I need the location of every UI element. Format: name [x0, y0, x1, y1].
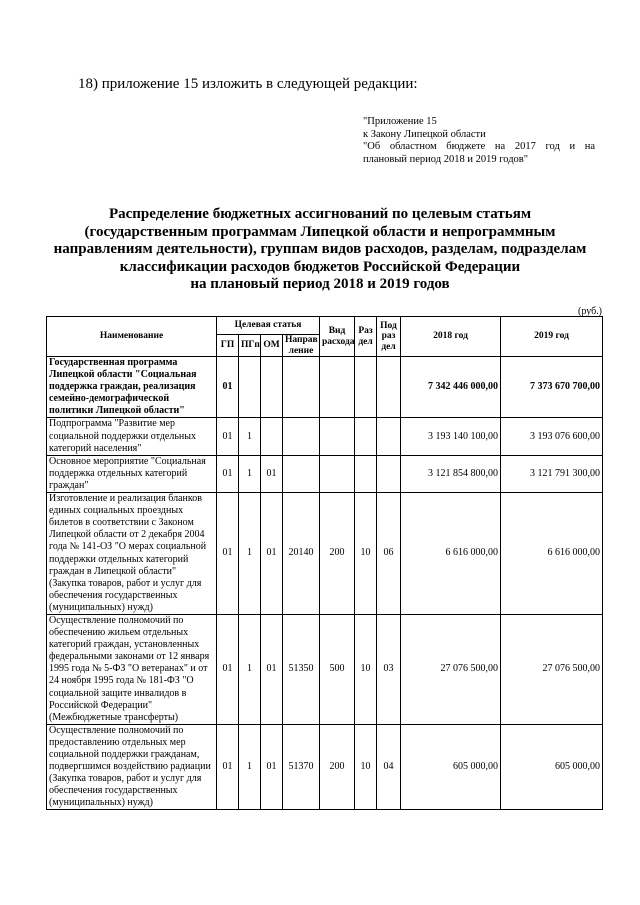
row-subsection: 06: [377, 493, 401, 615]
table-row: [47, 493, 603, 615]
header-om: ОМ: [261, 335, 283, 357]
table-row: [47, 614, 603, 724]
row-amount-2019: 7 373 670 700,00: [501, 357, 603, 418]
appendix-line-4: плановый период 2018 и 2019 годов": [363, 153, 529, 165]
document-title: [40, 206, 600, 294]
row-gp: 01: [217, 455, 239, 492]
row-om: 01: [261, 455, 283, 492]
appendix-reference: [363, 116, 595, 166]
row-expense-type: 200: [320, 724, 355, 810]
row-gp: 01: [217, 724, 239, 810]
header-year-2019: 2019 год: [501, 317, 603, 357]
table-row: [47, 455, 603, 492]
row-pgp: 1: [239, 418, 261, 455]
row-direction: [283, 357, 320, 418]
row-amount-2018: 27 076 500,00: [401, 614, 501, 724]
header-expense-type: Вид расхода: [320, 317, 355, 357]
row-name: Осуществление полномочий по обеспечению жильем отдельных категорий граждан, установленных федеральными законами от 12 января 1995 года № 5-ФЗ "О ветеранах" и от 24 ноября 1995 года № 181-ФЗ "О социальной защите инвалидов в Российской Федерации" (Межбюджетные трансферты): [47, 614, 217, 724]
row-pgp: 1: [239, 455, 261, 492]
row-expense-type: 200: [320, 493, 355, 615]
title-line-3: направлениям деятельности), группам видов расходов, разделам, подразделам: [53, 241, 587, 257]
header-gp: ГП: [217, 335, 239, 357]
row-amount-2018: 7 342 446 000,00: [401, 357, 501, 418]
budget-table: [46, 316, 603, 810]
row-direction: [283, 418, 320, 455]
row-gp: 01: [217, 418, 239, 455]
header-target-article: Целевая статья: [217, 317, 320, 335]
appendix-line-3: "Об областном бюджете на 2017 год и на: [363, 141, 595, 153]
row-section: [355, 455, 377, 492]
row-name: Изготовление и реализация бланков единых социальных проездных билетов в соответствии с Законом Липецкой области от 2 декабря 2004 года № 141-ОЗ "О мерах социальной поддержки отдельных категорий граждан в Липецкой области" (Закупка товаров, работ и услуг для обеспечения государственных (муниципальных) нужд): [47, 493, 217, 615]
row-gp: 01: [217, 357, 239, 418]
row-pgp: 1: [239, 493, 261, 615]
row-amount-2019: 3 193 076 600,00: [501, 418, 603, 455]
header-section: Раз дел: [355, 317, 377, 357]
header-year-2018: 2018 год: [401, 317, 501, 357]
row-om: 01: [261, 724, 283, 810]
row-section: 10: [355, 493, 377, 615]
row-name: Государственная программа Липецкой области "Социальная поддержка граждан, реализация семейно-демографической политики Липецкой области": [47, 357, 217, 418]
row-amount-2019: 6 616 000,00: [501, 493, 603, 615]
row-pgp: [239, 357, 261, 418]
row-subsection: [377, 455, 401, 492]
row-direction: 20140: [283, 493, 320, 615]
row-pgp: 1: [239, 724, 261, 810]
currency-unit: (руб.): [578, 306, 602, 317]
row-direction: 51350: [283, 614, 320, 724]
title-line-5: на плановый период 2018 и 2019 годов: [190, 276, 450, 292]
title-line-4: классификации расходов бюджетов Российской Федерации: [119, 258, 521, 275]
header-subsection: Под раз дел: [377, 317, 401, 357]
row-expense-type: [320, 418, 355, 455]
title-line-1: Распределение бюджетных ассигнований по целевым статьям: [108, 206, 532, 222]
appendix-line-1: "Приложение 15: [363, 116, 437, 127]
header-direction: Направ ление: [283, 335, 320, 357]
row-section: [355, 357, 377, 418]
row-om: 01: [261, 493, 283, 615]
row-section: 10: [355, 614, 377, 724]
table-row: [47, 418, 603, 455]
row-subsection: 04: [377, 724, 401, 810]
header-pgp: ПГп: [239, 335, 261, 357]
row-gp: 01: [217, 493, 239, 615]
row-amount-2019: 27 076 500,00: [501, 614, 603, 724]
row-amount-2018: 6 616 000,00: [401, 493, 501, 615]
row-amount-2019: 3 121 791 300,00: [501, 455, 603, 492]
row-amount-2018: 3 121 854 800,00: [401, 455, 501, 492]
table-row: [47, 724, 603, 810]
row-om: [261, 418, 283, 455]
header-name: Наименование: [47, 317, 217, 357]
row-section: [355, 418, 377, 455]
row-name: Осуществление полномочий по предоставлению отдельных мер социальной поддержки гражданам, подвергшимся воздействию радиации (Закупка товаров, работ и услуг для обеспечения государственных (муниципальных) нужд): [47, 724, 217, 810]
row-name: Подпрограмма "Развитие мер социальной поддержки отдельных категорий населения": [47, 418, 217, 455]
row-gp: 01: [217, 614, 239, 724]
row-expense-type: [320, 455, 355, 492]
row-name: Основное мероприятие "Социальная поддержка отдельных категорий граждан": [47, 455, 217, 492]
row-om: 01: [261, 614, 283, 724]
row-pgp: 1: [239, 614, 261, 724]
row-direction: [283, 455, 320, 492]
row-amount-2018: 3 193 140 100,00: [401, 418, 501, 455]
row-subsection: [377, 418, 401, 455]
amendment-intro: 18) приложение 15 изложить в следующей редакции:: [78, 76, 418, 92]
title-line-2: (государственным программам Липецкой области и непрограммным: [84, 223, 556, 240]
row-subsection: [377, 357, 401, 418]
row-subsection: 03: [377, 614, 401, 724]
row-section: 10: [355, 724, 377, 810]
table-row: [47, 357, 603, 418]
appendix-line-2: к Закону Липецкой области: [363, 128, 486, 140]
row-amount-2018: 605 000,00: [401, 724, 501, 810]
row-direction: 51370: [283, 724, 320, 810]
row-om: [261, 357, 283, 418]
row-expense-type: 500: [320, 614, 355, 724]
row-expense-type: [320, 357, 355, 418]
row-amount-2019: 605 000,00: [501, 724, 603, 810]
